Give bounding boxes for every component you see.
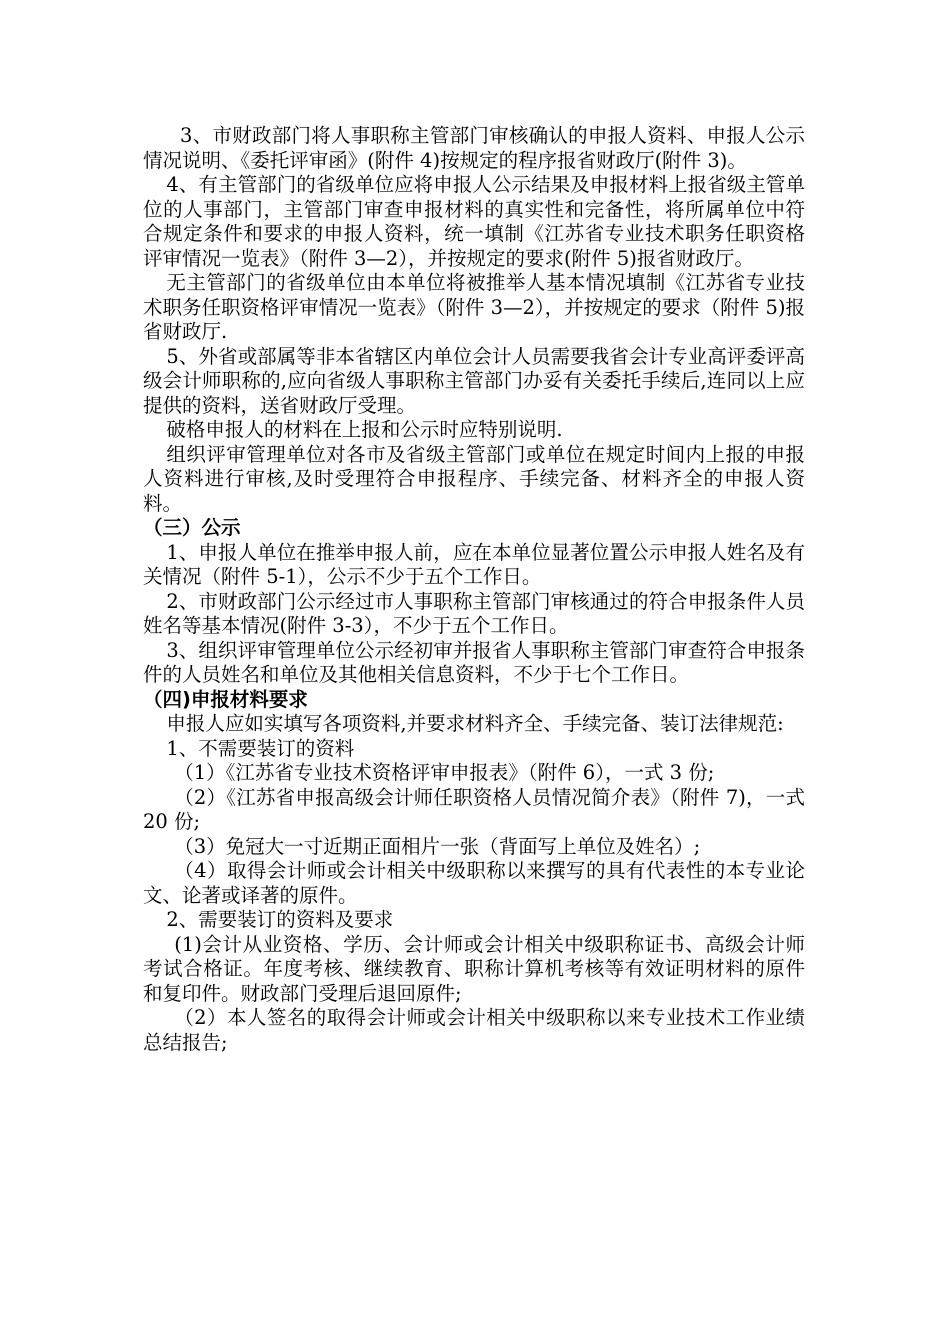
list-item: （2）本人签名的取得会计师或会计相关中级职称以来专业技术工作业绩总结报告; [143, 1006, 805, 1054]
paragraph: 无主管部门的省级单位由本单位将被推举人基本情况填制《江苏省专业技术职务任职资格评审情况一览表》（附件 3—2），并按规定的要求（附件 5)报省财政厅. [143, 271, 805, 343]
paragraph: 3、市财政部门将人事职称主管部门审核确认的申报人资料、申报人公示情况说明、《委托评审函》(附件 4)按规定的程序报省财政厅(附件 3)。 [143, 124, 805, 172]
list-item: 1、申报人单位在推举申报人前，应在本单位显著位置公示申报人姓名及有关情况（附件 5-1），公示不少于五个工作日。 [143, 540, 805, 588]
paragraph: 4、有主管部门的省级单位应将申报人公示结果及申报材料上报省级主管单位的人事部门，主管部门审查申报材料的真实性和完备性，将所属单位中符合规定条件和要求的申报人资料，统一填制《江苏省专业技术职务任职资格评审情况一览表》（附件 3—2），并按规定的要求(附件 5)报省财政厅。 [143, 173, 805, 270]
list-item: 3、组织评审管理单位公示经初审并报省人事职称主管部门审查符合申报条件的人员姓名和单位及其他相关信息资料，不少于七个工作日。 [143, 638, 805, 686]
list-item: （1）《江苏省专业技术资格评审申报表》（附件 6），一式 3 份; [174, 761, 715, 784]
document-body [143, 124, 805, 1055]
paragraph: 破格申报人的材料在上报和公示时应特别说明. [166, 418, 563, 441]
section-heading: （三）公示 [143, 516, 241, 539]
list-item: (1)会计从业资格、学历、会计师或会计相关中级职称证书、高级会计师考试合格证。年度考核、继续教育、职称计算机考核等有效证明材料的原件和复印件。财政部门受理后退回原件; [143, 932, 805, 1005]
list-item: （4）取得会计师或会计相关中级职称以来撰写的具有代表性的本专业论文、论著或译著的原件。 [143, 859, 805, 907]
paragraph: 组织评审管理单位对各市及省级主管部门或单位在规定时间内上报的申报人资料进行审核,及时受理符合申报程序、手续完备、材料齐全的申报人资料。 [143, 442, 805, 515]
section-heading: （四)申报材料要求 [143, 687, 308, 711]
paragraph: 申报人应如实填写各项资料,并要求材料齐全、手续完备、装订法律规范: [166, 712, 784, 735]
list-item: （2）《江苏省申报高级会计师任职资格人员情况简介表》（附件 7)，一式 20 份; [143, 785, 805, 833]
subheading: 1、不需要装订的资料 [166, 736, 355, 760]
list-item: 2、市财政部门公示经过市人事职称主管部门审核通过的符合申报条件人员姓名等基本情况(附件 3-3），不少于五个工作日。 [143, 589, 805, 637]
paragraph: 5、外省或部属等非本省辖区内单位会计人员需要我省会计专业高评委评高级会计师职称的,应向省级人事职称主管部门办妥有关委托手续后,连同以上应提供的资料，送省财政厅受理。 [143, 344, 805, 417]
list-item: （3）免冠大一寸近期正面相片一张（背面写上单位及姓名）; [174, 834, 701, 858]
subheading: 2、需要装订的资料及要求 [166, 908, 394, 931]
